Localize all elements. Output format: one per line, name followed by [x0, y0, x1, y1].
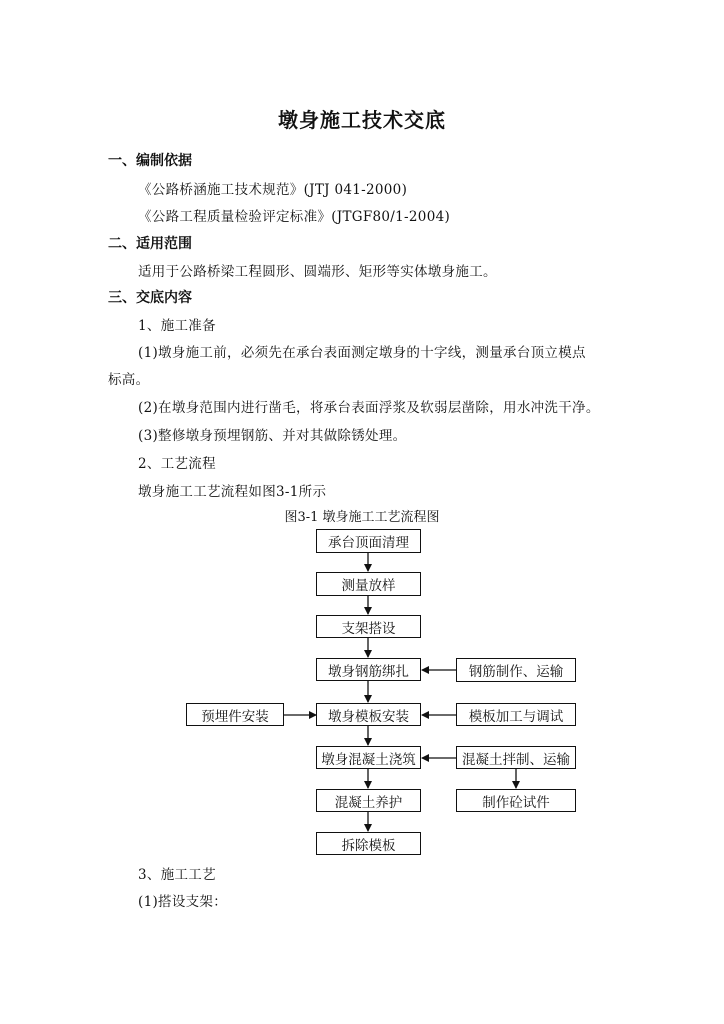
flow-step-concrete-pouring: 墩身混凝土浇筑: [316, 746, 421, 769]
flow-output-test-specimen: 制作砼试件: [456, 789, 576, 812]
basis-item-1: 《公路桥涵施工技术规范》(JTJ 041-2000): [138, 182, 408, 198]
flow-step-remove-formwork: 拆除模板: [316, 832, 421, 855]
flowchart-caption: 图3-1 墩身施工工艺流程图: [284, 510, 440, 525]
section-heading-basis: 一、编制依据: [108, 153, 192, 169]
flow-input-formwork-processing: 模板加工与调试: [456, 703, 576, 726]
flow-input-embedded-parts: 预埋件安装: [186, 703, 284, 726]
flow-intro: 墩身施工工艺流程如图3-1所示: [138, 484, 327, 500]
flow-step-survey: 测量放样: [316, 572, 421, 596]
prep-item-1-cont: 标高。: [108, 372, 150, 388]
prep-item-2: (2)在墩身范围内进行凿毛，将承台表面浮浆及软弱层凿除，用水冲洗干净。: [138, 400, 600, 416]
flow-input-rebar-fabrication: 钢筋制作、运输: [456, 658, 576, 682]
process-item-1: (1)搭设支架：: [138, 894, 228, 910]
prep-item-1: (1)墩身施工前，必须先在承台表面测定墩身的十字线，测量承台顶立模点: [138, 345, 586, 361]
prep-title: 1、施工准备: [138, 318, 216, 334]
process-title: 3、施工工艺: [138, 867, 216, 883]
document-title: 墩身施工技术交底: [278, 108, 446, 132]
flow-step-scaffold: 支架搭设: [316, 615, 421, 638]
flow-step-rebar-tying: 墩身钢筋绑扎: [316, 658, 421, 681]
basis-item-2: 《公路工程质量检验评定标准》(JTGF80/1-2004): [138, 209, 451, 225]
section-heading-content: 三、交底内容: [108, 290, 192, 306]
scope-text: 适用于公路桥梁工程圆形、圆端形、矩形等实体墩身施工。: [138, 264, 497, 280]
section-heading-scope: 二、适用范围: [108, 236, 192, 252]
flow-title: 2、工艺流程: [138, 456, 216, 472]
flow-step-formwork-install: 墩身模板安装: [316, 703, 421, 726]
flow-step-curing: 混凝土养护: [316, 789, 421, 812]
prep-item-3: (3)整修墩身预埋钢筋、并对其做除锈处理。: [138, 428, 407, 444]
flow-input-concrete-mixing: 混凝土拌制、运输: [456, 746, 576, 769]
flow-step-cap-cleaning: 承台顶面清理: [316, 529, 421, 553]
